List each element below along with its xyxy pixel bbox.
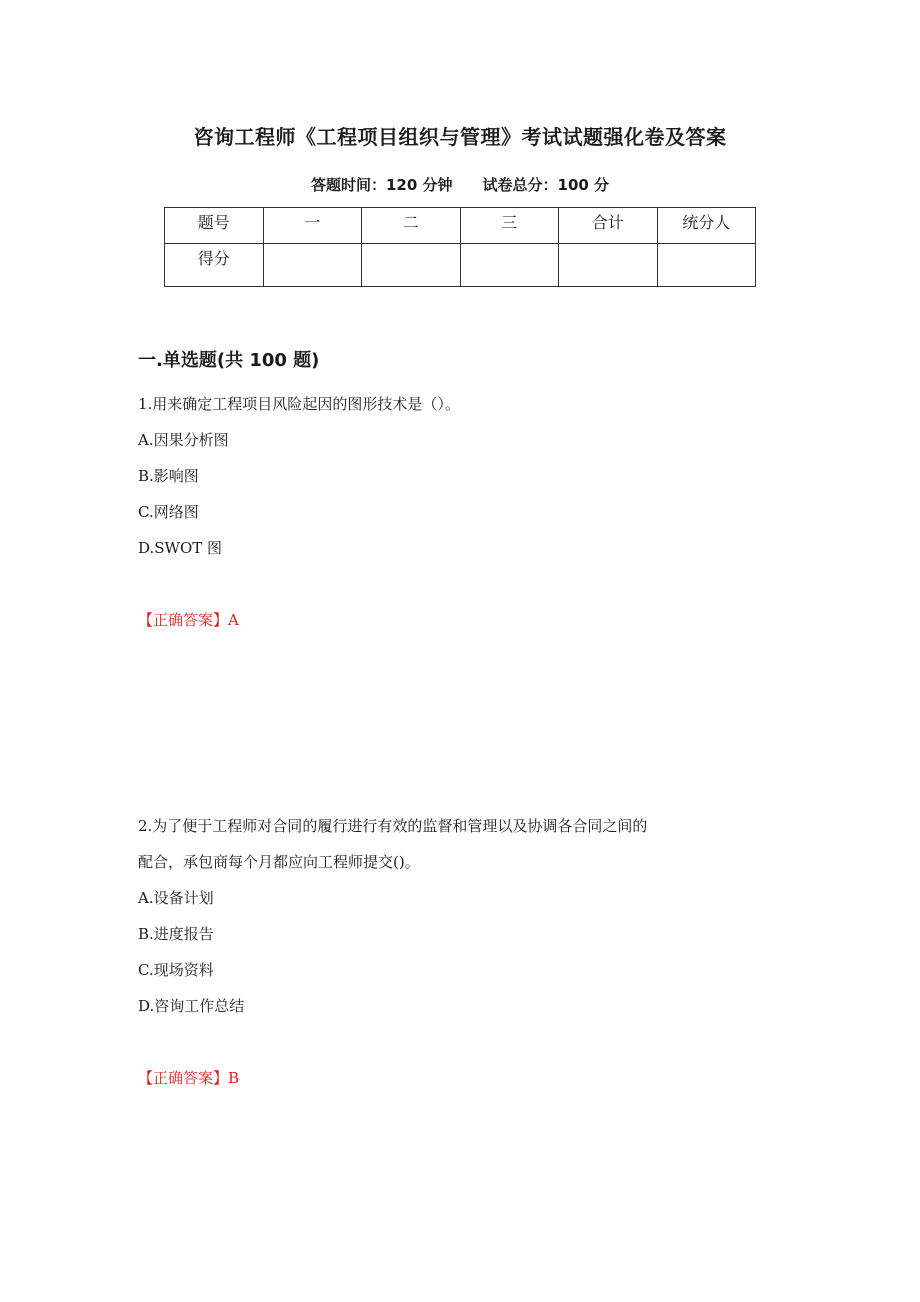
question-2-option-d: D.咨询工作总结 xyxy=(138,997,245,1015)
score-table-header-cell: 统分人 xyxy=(657,208,756,244)
exam-total-score: 试卷总分：100 分 xyxy=(482,176,610,194)
question-1-option-c: C.网络图 xyxy=(138,503,199,521)
score-cell xyxy=(263,244,362,287)
question-1-stem: 1.用来确定工程项目风险起因的图形技术是（）。 xyxy=(138,395,460,413)
score-table-header-cell: 题号 xyxy=(165,208,264,244)
score-cell xyxy=(657,244,756,287)
score-table-score-row xyxy=(165,244,756,287)
question-1-option-d: D.SWOT 图 xyxy=(138,539,223,557)
score-table-header-row xyxy=(165,208,756,244)
question-2-option-c: C.现场资料 xyxy=(138,961,214,979)
score-cell xyxy=(460,244,559,287)
section-title: 一.单选题(共 100 题) xyxy=(138,350,320,371)
score-cell xyxy=(559,244,658,287)
question-2-stem-line-2: 配合，承包商每个月都应向工程师提交()。 xyxy=(138,853,420,871)
question-2-answer: 【正确答案】B xyxy=(138,1069,240,1087)
question-1-option-b: B.影响图 xyxy=(138,467,199,485)
question-2-option-b: B.进度报告 xyxy=(138,925,214,943)
question-2-stem-line-1: 2.为了便于工程师对合同的履行进行有效的监督和管理以及协调各合同之间的 xyxy=(138,817,648,835)
score-table-header-cell: 合计 xyxy=(559,208,658,244)
question-2-option-a: A.设备计划 xyxy=(138,889,214,907)
score-table-header-cell: 一 xyxy=(263,208,362,244)
exam-meta xyxy=(0,174,920,195)
score-table-header-cell: 二 xyxy=(362,208,461,244)
score-cell xyxy=(362,244,461,287)
question-1-answer: 【正确答案】A xyxy=(138,611,239,629)
question-1-option-a: A.因果分析图 xyxy=(138,431,229,449)
score-row-label: 得分 xyxy=(165,244,264,287)
page-title: 咨询工程师《工程项目组织与管理》考试试题强化卷及答案 xyxy=(193,125,727,149)
exam-time: 答题时间：120 分钟 xyxy=(310,176,453,194)
score-table xyxy=(164,207,756,287)
score-table-header-cell: 三 xyxy=(460,208,559,244)
